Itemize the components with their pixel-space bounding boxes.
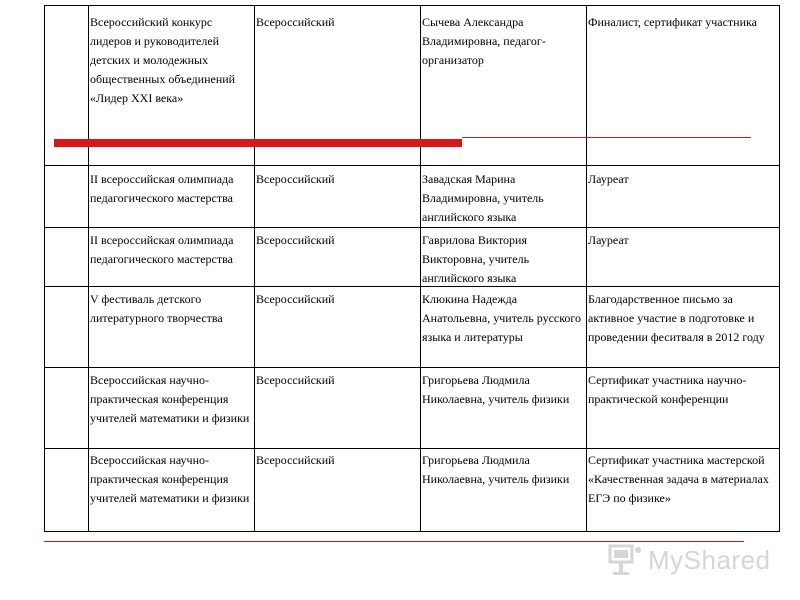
presentation-board-icon [608, 542, 644, 578]
table-cell-level: Всероссийский [256, 233, 335, 247]
table-cell-result: Лауреат [588, 172, 629, 186]
table-cell-level: Всероссийский [256, 453, 335, 467]
table-cell-participant: Григорьева Людмила Николаевна, учитель физики [422, 373, 570, 406]
table-cell-result: Сертификат участника научно-практической конференции [588, 373, 747, 406]
table-cell-contest: Всероссийская научно-практическая конференция учителей математики и физики [90, 453, 250, 505]
table-cell-level: Всероссийский [256, 15, 335, 29]
table-cell-contest: II всероссийская олимпиада педагогического мастерства [90, 172, 234, 205]
red-divider-line [462, 137, 751, 138]
table-cell-participant: Сычева Александра Владимировна, педагог-организатор [422, 15, 546, 67]
red-divider-bar [54, 139, 462, 147]
myshared-logo[interactable] [608, 542, 771, 582]
awards-table [44, 5, 780, 532]
table-cell-participant: Клюкина Надежда Анатольевна, учитель русского языка и литературы [422, 292, 582, 344]
table-cell-contest: Всероссийская научно-практическая конференция учителей математики и физики [90, 373, 250, 425]
table-cell-contest: II всероссийская олимпиада педагогического мастерства [90, 233, 234, 266]
table-cell-result: Финалист, сертификат участника [588, 15, 757, 29]
logo-text: MyShared [648, 545, 771, 575]
table-cell-participant: Григорьева Людмила Николаевна, учитель физики [422, 453, 570, 486]
table-cell-level: Всероссийский [256, 292, 335, 306]
table-cell-contest: V фестиваль детского литературного творчества [90, 292, 223, 325]
table-cell-contest: Всероссийский конкурс лидеров и руководителей детских и молодежных общественных объединений «Лидер XXI века» [90, 15, 236, 105]
table-cell-level: Всероссийский [256, 373, 335, 387]
table-cell-result: Сертификат участника мастерской «Качественная задача в материалах ЕГЭ по физике» [588, 453, 769, 505]
table-cell-level: Всероссийский [256, 172, 335, 186]
table-cell-result: Лауреат [588, 233, 629, 247]
table-cell-participant: Гаврилова Виктория Викторовна, учитель английского языка [422, 233, 530, 285]
table-cell-participant: Завадская Марина Владимировна, учитель английского языка [422, 172, 544, 224]
table-cell-result: Благодарственное письмо за активное участие в подготовке и проведении феситваля в 2012 году [588, 292, 765, 344]
